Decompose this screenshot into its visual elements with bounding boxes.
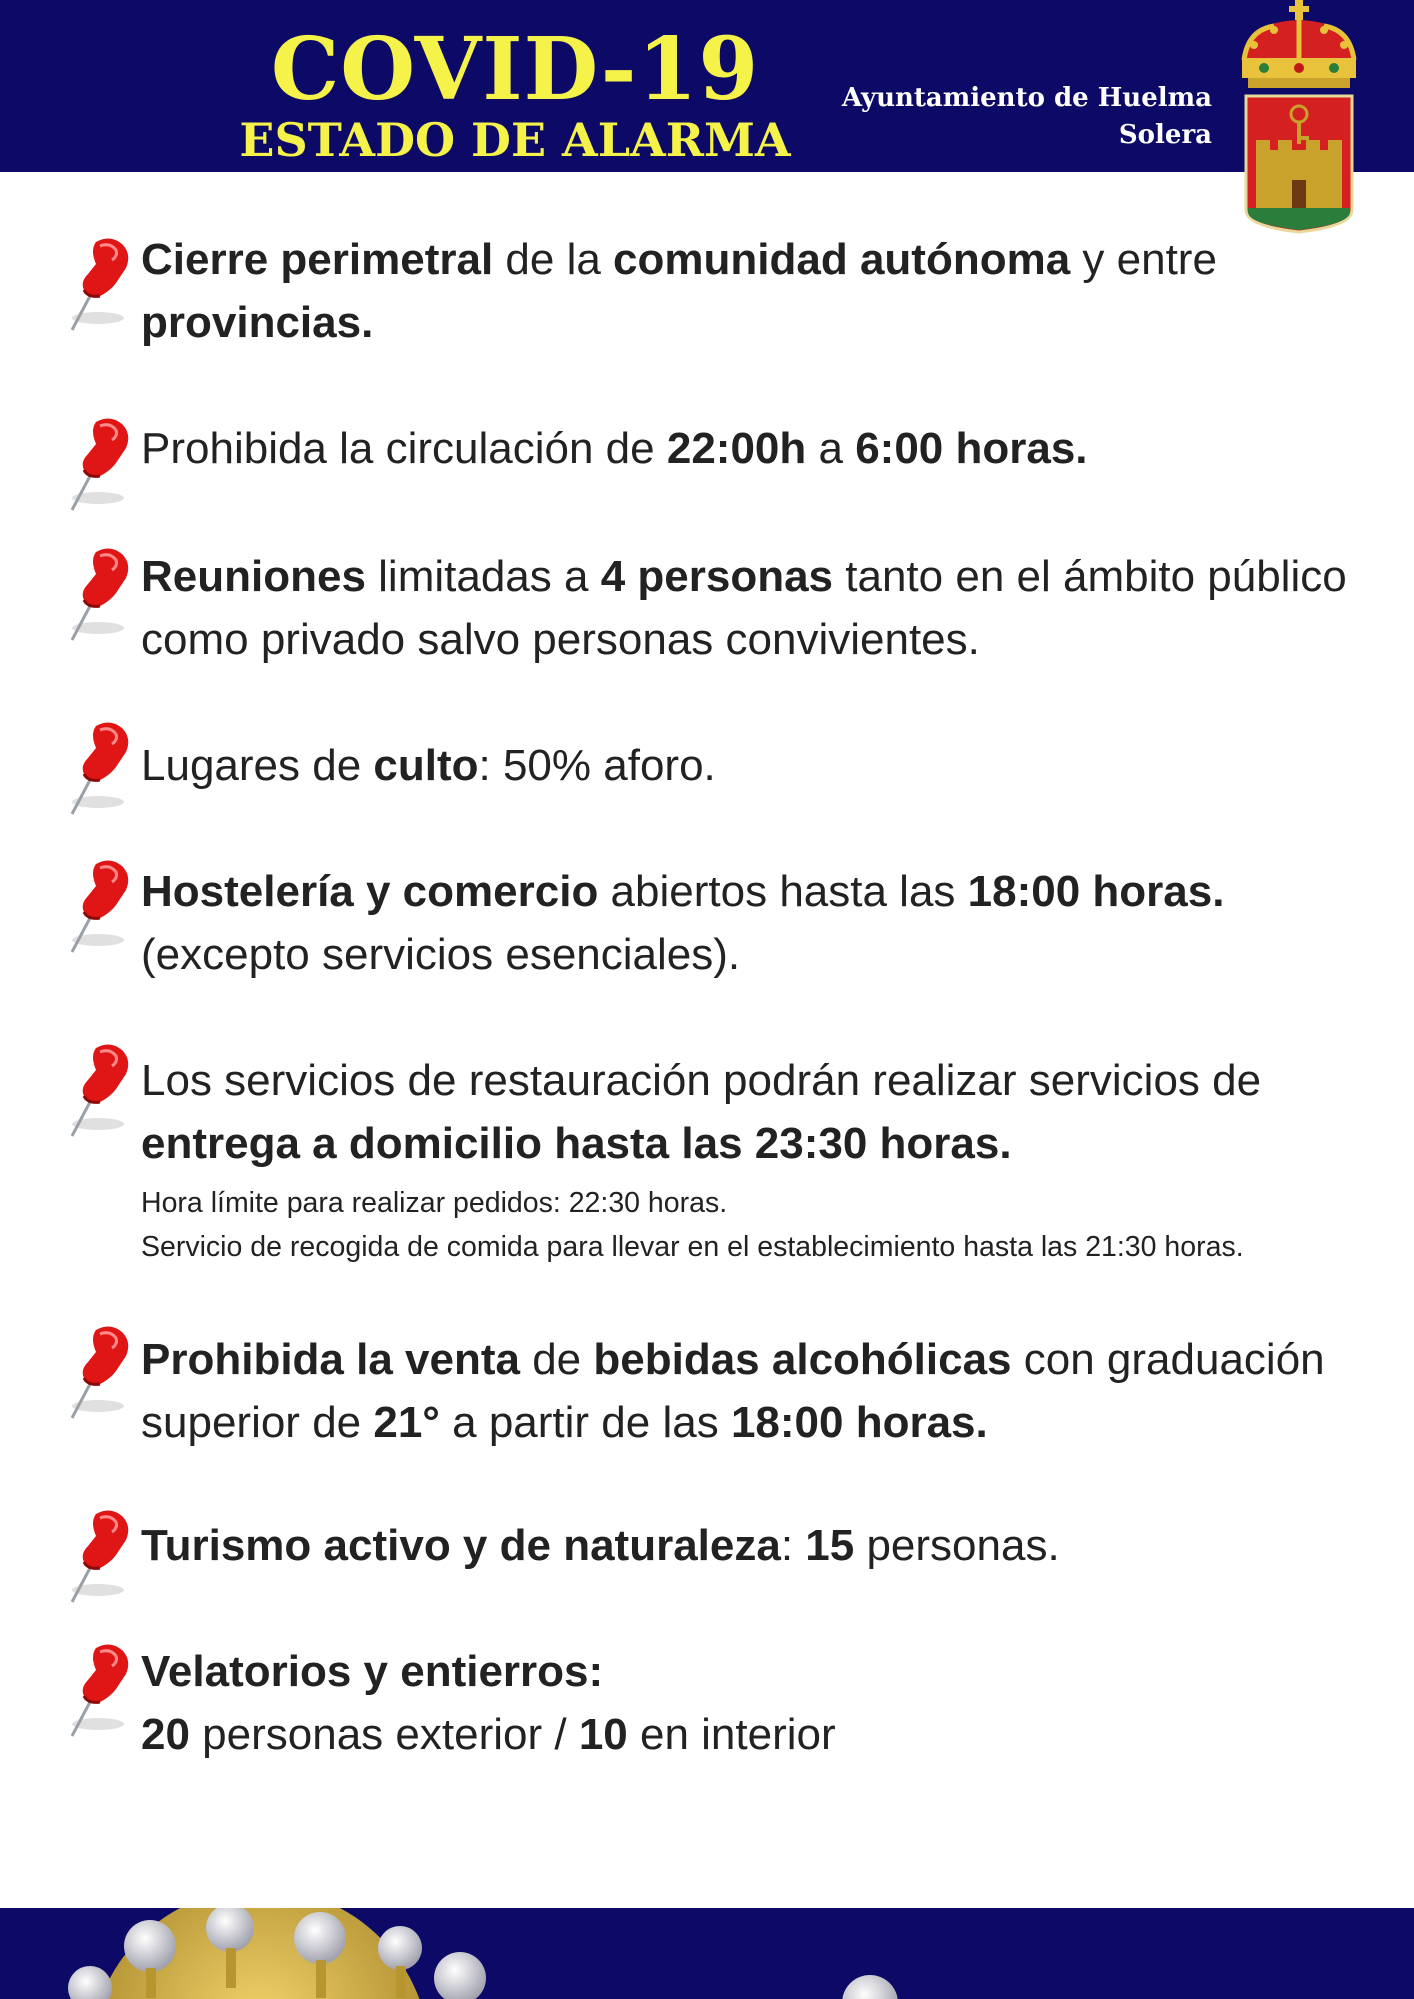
text-run: con graduación (1011, 1335, 1325, 1384)
text-run: en interior (627, 1710, 836, 1759)
bold-text: 18:00 horas. (967, 867, 1225, 916)
item-text-line (141, 545, 1401, 608)
text-run: Lugares de (141, 741, 374, 790)
bold-text: Velatorios y entierros: (141, 1647, 604, 1696)
bold-text: 4 personas (600, 552, 834, 601)
item-text-line (141, 608, 1401, 671)
page-subtitle: ESTADO DE ALARMA (239, 113, 791, 167)
bold-text: entrega a domicilio hasta las 23:30 horas. (141, 1119, 1012, 1168)
pushpin-icon (66, 1640, 144, 1740)
item-text-line (141, 1640, 1401, 1703)
bold-text: 22:00h (666, 424, 807, 473)
text-run: de la (493, 235, 614, 284)
item-text-line (141, 1514, 1401, 1577)
bold-text: 6:00 horas. (855, 424, 1088, 473)
bold-text: 21° (373, 1398, 440, 1447)
org-line-2: Solera (1118, 120, 1212, 150)
header-banner (0, 0, 1414, 172)
pushpin-icon (66, 414, 144, 514)
bold-text: bebidas alcohólicas (593, 1335, 1012, 1384)
text-run: de (519, 1335, 594, 1384)
pushpin-icon (66, 1040, 144, 1140)
item-note: Hora límite para realizar pedidos: 22:30 horas. (141, 1187, 728, 1219)
bold-text: comunidad autónoma (613, 235, 1071, 284)
text-run: como privado salvo personas convivientes. (141, 615, 980, 664)
pushpin-icon (66, 718, 144, 818)
bold-text: Reuniones (141, 552, 366, 601)
text-run: Los servicios de restauración podrán realizar servicios de (141, 1056, 1262, 1105)
coat-of-arms-icon (1234, 0, 1364, 236)
item-text-line (141, 1391, 1401, 1454)
item-text-line (141, 1049, 1401, 1112)
item-text-line (141, 417, 1401, 480)
text-run: y entre (1070, 235, 1217, 284)
organization-name (842, 80, 1212, 154)
pushpin-icon (66, 1322, 144, 1422)
text-run: : (780, 1521, 806, 1570)
bold-text: Turismo activo y de naturaleza (141, 1521, 781, 1570)
item-text-line (141, 923, 1401, 986)
pushpin-icon (66, 234, 144, 334)
text-run: superior de (141, 1398, 374, 1447)
bold-text: 15 (805, 1521, 855, 1570)
text-run: (excepto servicios esenciales). (141, 930, 741, 979)
text-run: personas exterior / (189, 1710, 579, 1759)
text-run: a partir de las (439, 1398, 731, 1447)
virus-illustration-icon (0, 1908, 1414, 1999)
item-text-line (141, 291, 1401, 354)
item-text-line (141, 1112, 1401, 1175)
item-text-line (141, 1703, 1401, 1766)
text-run: abiertos hasta las (598, 867, 968, 916)
bold-text: 10 (578, 1710, 628, 1759)
bold-text: Prohibida la venta (141, 1335, 520, 1384)
text-run: limitadas a (365, 552, 601, 601)
item-text-line (141, 1328, 1401, 1391)
text-run: tanto en el ámbito público (833, 552, 1347, 601)
bold-text: culto (373, 741, 479, 790)
bold-text: Hostelería y comercio (141, 867, 599, 916)
page-title: COVID-19 (270, 19, 760, 120)
item-text-line (141, 860, 1401, 923)
text-run: a (806, 424, 856, 473)
item-text-line (141, 734, 1401, 797)
pushpin-icon (66, 1506, 144, 1606)
bold-text: 20 (141, 1710, 190, 1759)
bold-text: Cierre perimetral (141, 235, 494, 284)
text-run: Prohibida la circulación de (141, 424, 667, 473)
footer-banner (0, 1908, 1414, 1999)
pushpin-icon (66, 856, 144, 956)
bold-text: 18:00 horas. (730, 1398, 988, 1447)
bold-text: provincias. (141, 298, 374, 347)
text-run: personas. (854, 1521, 1060, 1570)
pushpin-icon (66, 544, 144, 644)
text-run: : 50% aforo. (478, 741, 716, 790)
org-line-1: Ayuntamiento de Huelma (841, 83, 1212, 113)
item-text-line (141, 228, 1401, 291)
item-note: Servicio de recogida de comida para llevar en el establecimiento hasta las 21:30 horas. (141, 1231, 1244, 1263)
